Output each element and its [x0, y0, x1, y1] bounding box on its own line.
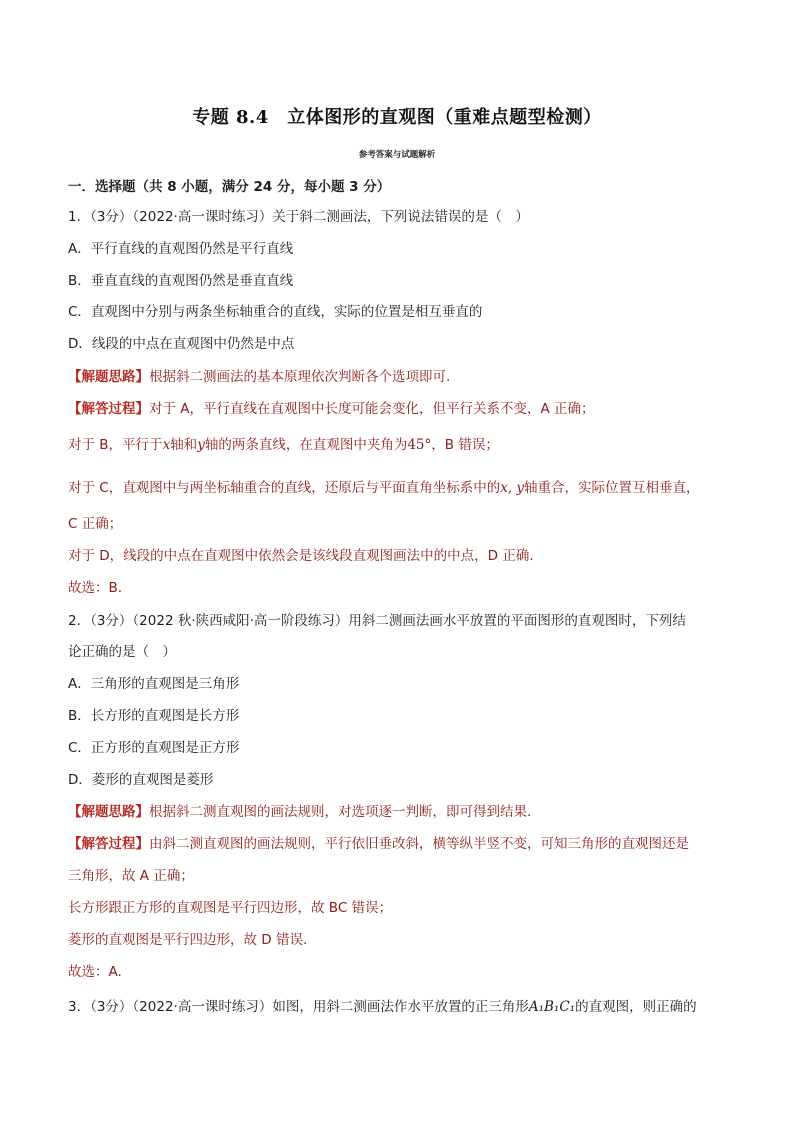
- page-subtitle: 参考答案与试题解析: [358, 150, 436, 160]
- q1-option-c: C．直观图中分别与两条坐标轴重合的直线，实际的位置是相互垂直的: [68, 304, 483, 320]
- q1-process-d: 对于 D，线段的中点在直观图中依然会是该线段直观图画法中的中点，D 正确.: [68, 548, 534, 564]
- q2-option-c: C．正方形的直观图是正方形: [68, 740, 240, 756]
- idea-tag: 【解题思路】: [68, 804, 149, 820]
- text-segment: 轴的两条直线，在直观图中夹角为: [204, 437, 408, 453]
- q1-process-c-cont: C 正确；: [68, 516, 123, 532]
- text-segment: 的直观图，则正确的: [575, 999, 697, 1015]
- math-angle: 45°: [407, 437, 432, 453]
- q2-process-line2: 三角形，故 A 正确；: [68, 868, 194, 884]
- process-tag: 【解答过程】: [68, 836, 149, 852]
- q1-answer: 故选：B.: [68, 580, 123, 596]
- q2-process-line3: 长方形跟正方形的直观图是平行四边形，故 BC 错误；: [68, 900, 393, 916]
- q1-process-c: [68, 479, 728, 497]
- math-triangle: A₁B₁C₁: [528, 999, 576, 1015]
- process-text: 对于 A，平行直线在直观图中长度可能会变化，但平行关系不变，A 正确；: [149, 401, 595, 417]
- q2-answer: 故选：A.: [68, 964, 122, 980]
- idea-text: 根据斜二测直观图的画法规则，对选项逐一判断，即可得到结果.: [149, 804, 532, 820]
- q2-idea: [68, 803, 728, 821]
- q3-stem: [68, 998, 728, 1016]
- page-title: 专题 8.4 立体图形的直观图（重难点题型检测）: [192, 107, 602, 128]
- q2-stem-line1: 2．（3分）（2022 秋·陕西咸阳·高一阶段练习）用斜二测画法画水平放置的平面图形的直观图时，下列结: [68, 613, 686, 629]
- math-xy: x, y: [500, 480, 525, 496]
- q2-process-line4: 菱形的直观图是平行四边形，故 D 错误.: [68, 932, 308, 948]
- idea-tag: 【解题思路】: [68, 369, 149, 385]
- process-text: 由斜二测直观图的画法规则，平行依旧垂改斜，横等纵半竖不变，可知三角形的直观图还是: [149, 836, 689, 852]
- math-x: x: [162, 437, 171, 453]
- q1-idea: [68, 368, 728, 386]
- text-segment: 对于 B，平行于: [68, 437, 163, 453]
- text-segment: 对于 C，直观图中与两坐标轴重合的直线，还原后与平面直角坐标系中的: [68, 480, 501, 496]
- text-segment: 轴重合，实际位置互相垂直，: [524, 480, 700, 496]
- text-segment: 3．（3分）（2022·高一课时练习）如图，用斜二测画法作水平放置的正三角形: [68, 999, 529, 1015]
- section-heading: 一．选择题（共 8 小题，满分 24 分，每小题 3 分）: [68, 179, 391, 195]
- q2-stem-line2: 论正确的是（ ）: [68, 644, 176, 660]
- text-segment: 轴和: [170, 437, 198, 453]
- text-segment: ，B 错误；: [431, 437, 499, 453]
- math-y: y: [197, 437, 205, 453]
- q2-process-line1: [68, 835, 728, 853]
- q2-option-d: D．菱形的直观图是菱形: [68, 772, 214, 788]
- q1-process-a: [68, 400, 728, 418]
- q1-option-a: A．平行直线的直观图仍然是平行直线: [68, 241, 294, 257]
- process-tag: 【解答过程】: [68, 401, 149, 417]
- q2-option-b: B．长方形的直观图是长方形: [68, 708, 240, 724]
- q1-option-b: B．垂直直线的直观图仍然是垂直直线: [68, 273, 294, 289]
- q1-process-b: [68, 436, 728, 454]
- q1-stem: 1．（3分）（2022·高一课时练习）关于斜二测画法，下列说法错误的是（ ）: [68, 209, 529, 225]
- idea-text: 根据斜二测画法的基本原理依次判断各个选项即可.: [149, 369, 451, 385]
- q1-option-d: D．线段的中点在直观图中仍然是中点: [68, 336, 295, 352]
- q2-option-a: A．三角形的直观图是三角形: [68, 676, 240, 692]
